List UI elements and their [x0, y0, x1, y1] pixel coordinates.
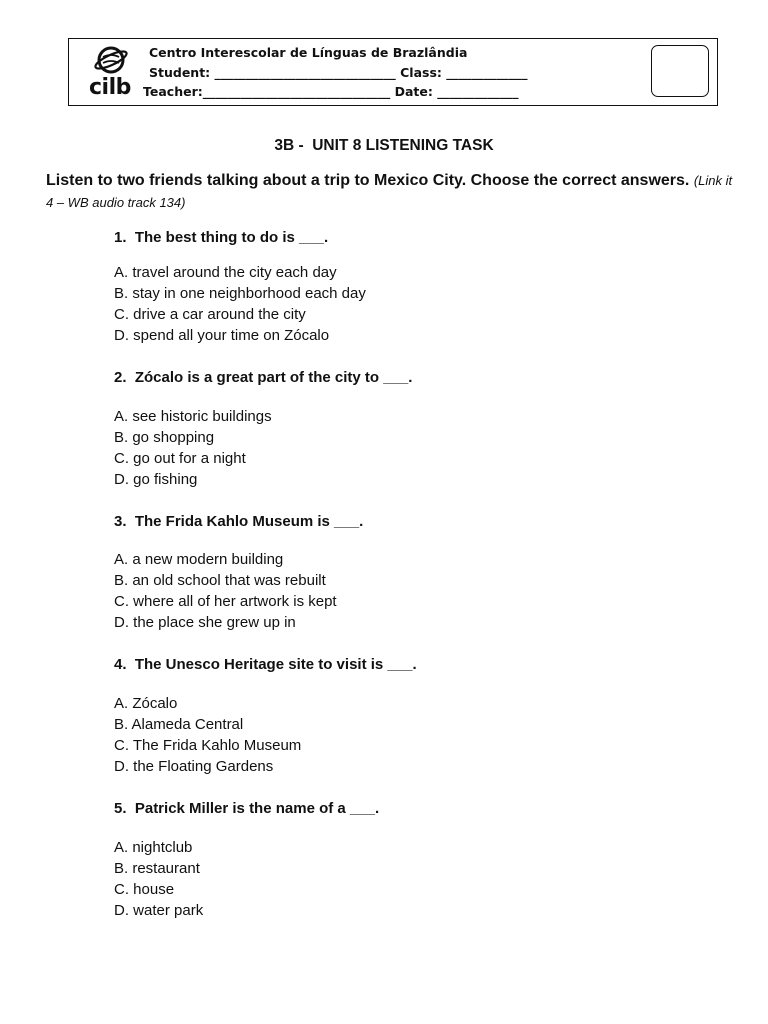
worksheet-header: [68, 38, 718, 106]
option: A. Zócalo: [114, 695, 178, 712]
option: A. a new modern building: [114, 551, 284, 568]
question-2: 2. Zócalo is a great part of the city to ___.: [114, 369, 413, 386]
question-1: 1. The best thing to do is ___.: [114, 229, 329, 246]
planet-logo-icon: [93, 43, 133, 77]
question-3-options: [114, 549, 337, 633]
option: D. the Floating Gardens: [114, 758, 274, 775]
option: B. restaurant: [114, 860, 200, 877]
instructions: [46, 170, 736, 214]
option: D. spend all your time on Zócalo: [114, 327, 330, 344]
option: A. see historic buildings: [114, 408, 272, 425]
option: D. go fishing: [114, 471, 198, 488]
page-title: 3B - UNIT 8 LISTENING TASK: [274, 137, 494, 154]
student-class-line: Student: _____________________________ Class: _____________: [149, 65, 528, 80]
question-2-options: [114, 406, 272, 490]
option: B. Alameda Central: [114, 716, 244, 733]
teacher-date-line: Teacher:______________________________ Date: _____________: [143, 84, 519, 99]
instructions-text: Listen to two friends talking about a trip to Mexico City. Choose the correct answers.: [46, 172, 690, 189]
question-1-options: [114, 262, 366, 346]
option: B. go shopping: [114, 429, 215, 446]
option: B. an old school that was rebuilt: [114, 572, 326, 589]
logo-text: cilb: [89, 75, 131, 100]
option: C. go out for a night: [114, 450, 246, 467]
option: A. nightclub: [114, 839, 193, 856]
option: C. where all of her artwork is kept: [114, 593, 337, 610]
audio-note: (Link it 4 – WB audio track 134): [46, 173, 733, 210]
option: A. travel around the city each day: [114, 264, 337, 281]
school-logo: [89, 43, 137, 101]
option: C. The Frida Kahlo Museum: [114, 737, 302, 754]
option: D. the place she grew up in: [114, 614, 296, 631]
question-4: 4. The Unesco Heritage site to visit is ___.: [114, 656, 417, 673]
school-name: Centro Interescolar de Línguas de Brazlândia: [149, 45, 468, 60]
option: C. house: [114, 881, 175, 898]
option: D. water park: [114, 902, 204, 919]
question-4-options: [114, 693, 301, 777]
question-5-options: [114, 837, 203, 921]
option: B. stay in one neighborhood each day: [114, 285, 366, 302]
question-3: 3. The Frida Kahlo Museum is ___.: [114, 513, 364, 530]
grade-box: [651, 45, 709, 97]
option: C. drive a car around the city: [114, 306, 306, 323]
question-5: 5. Patrick Miller is the name of a ___.: [114, 800, 380, 817]
